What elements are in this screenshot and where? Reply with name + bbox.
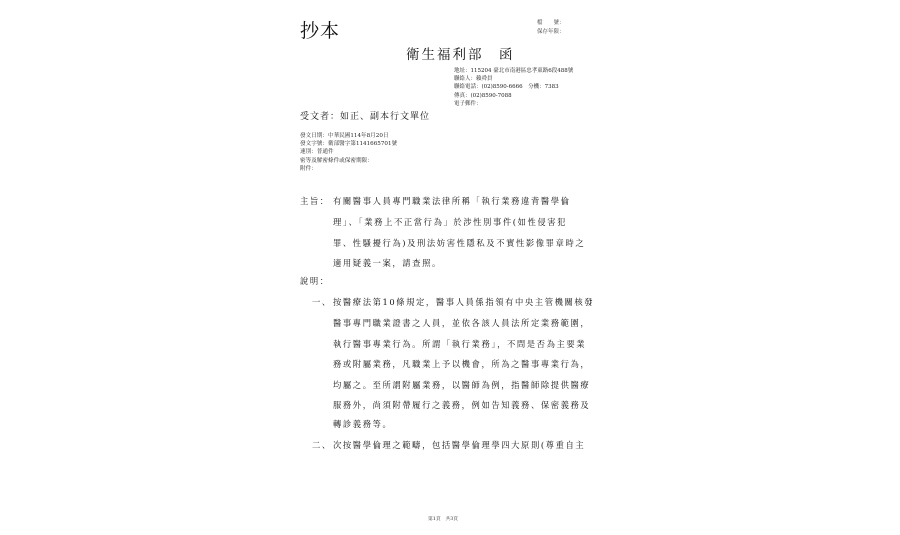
copy-mark: 抄本: [300, 20, 341, 42]
subject-line: 有關醫事人員專門職業法律所稱「執行業務違背醫學倫: [333, 196, 571, 206]
subject-line: 罪、性騷擾行為)及刑法妨害性隱私及不實性影像罪章時之: [333, 238, 586, 248]
issue-speed: 速別：普通件: [300, 149, 334, 156]
letter-title: 衛生福利部 函: [406, 47, 515, 63]
file-number-label: 檔 號：: [537, 20, 565, 26]
issue-date: 發文日期：中華民國114年8月20日: [300, 133, 389, 139]
item-line: 均屬之。至所謂附屬業務，以醫師為例，指醫師除提供醫療: [333, 380, 591, 390]
retention-label: 保存年限：: [537, 29, 565, 35]
issue-info: [300, 132, 397, 173]
item-number: 一、: [312, 297, 332, 307]
contact-phone: 聯絡電話：(02)8590-6666 分機：7383: [454, 84, 559, 91]
issue-attachment: 附件：: [300, 165, 317, 172]
subject-line: 理」、「業務上不正當行為」於涉性別事件(如性侵害犯: [333, 217, 568, 227]
item-line: 務或附屬業務，凡職業上予以機會，所為之醫事專業行為，: [333, 359, 591, 369]
contact-fax: 傳真：(02)8590-7088: [454, 92, 512, 99]
item-line: 次按醫學倫理之範疇，包括醫學倫理學四大原則(尊重自主: [333, 440, 586, 450]
item-line: 服務外，尚須附帶履行之義務，例如告知義務、保密義務及: [333, 400, 591, 410]
issue-number: 發文字號：衛部醫字第1141665701號: [300, 141, 398, 148]
item-number: 二、: [312, 440, 332, 450]
recipient: 受文者：如正、副本行文單位: [300, 112, 431, 122]
subject-line: 適用疑義一案，請查照。: [333, 258, 442, 268]
page-footer: 第1頁 共3頁: [428, 517, 459, 522]
contact-block: [454, 67, 573, 108]
item-line: 醫事專門職業證書之人員，並依各該人員法所定業務範圍，: [333, 318, 591, 328]
item-line: 按醫療法第10條規定，醫事人員係指領有中央主管機關核發: [333, 297, 595, 307]
contact-address: 地址：115204 臺北市南港區忠孝東路6段488號: [454, 68, 574, 74]
explanation-label: 說明：: [300, 276, 330, 286]
contact-email: 電子郵件：: [454, 100, 482, 107]
file-meta: [537, 19, 565, 37]
subject-label: 主旨：: [300, 196, 330, 206]
issue-secrecy: 密等及解密條件或保密期限：: [300, 157, 373, 164]
item-line: 執行醫事專業行為。所謂「執行業務」，不問是否為主要業: [333, 339, 587, 349]
contact-person: 聯絡人：賴舜員: [454, 76, 493, 83]
item-line: 轉診義務等。: [333, 419, 393, 429]
